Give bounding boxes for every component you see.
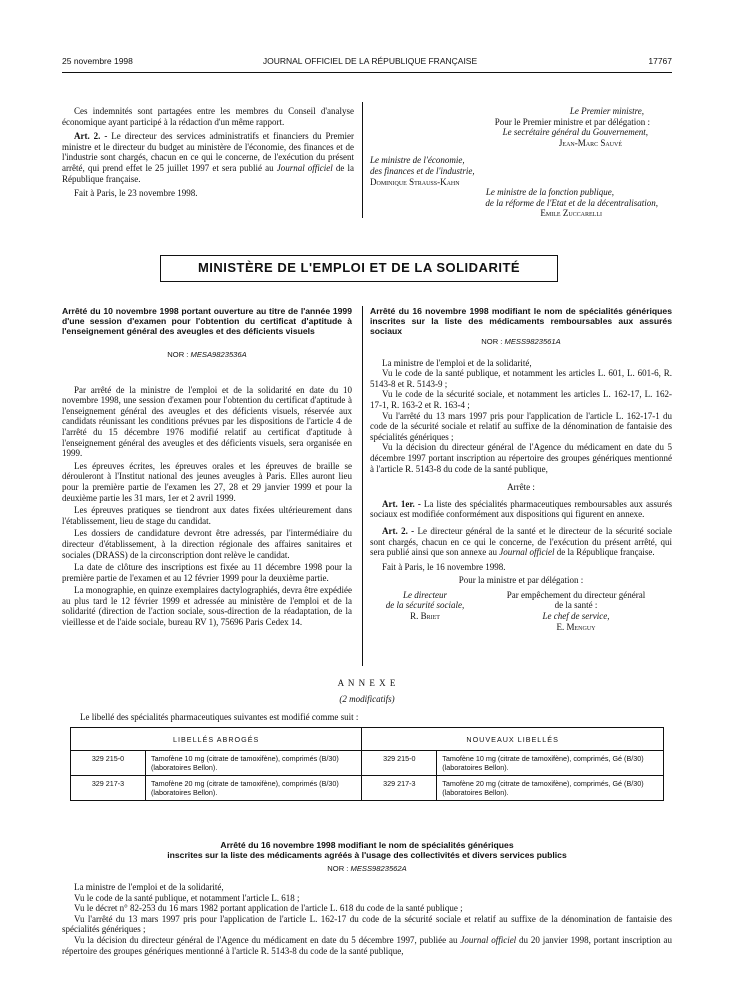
delegation-line: Pour la ministre et par délégation : (458, 575, 584, 586)
paragraph: Les épreuves écrites, les épreuves orales et les épreuves de braille se dérouleront à l'Institut national des jeunes aveugles à Paris. Elles auront lieu pour la première partie de l'examen les 27, 28 et 29 janvier 1999 et pour la deuxième partie les 31 mars, 1er et 2 avril 1999. (62, 460, 352, 503)
signatory-title: Le directeur (403, 589, 447, 600)
article-label: Art. 2. - (382, 525, 415, 536)
label-old: Tamofène 10 mg (citrate de tamoxifène), comprimés (B/30) (laboratoires Bellon). (146, 751, 362, 776)
label-old: Tamofène 20 mg (citrate de tamoxifène), comprimés (B/30) (laboratoires Bellon). (146, 776, 362, 801)
cip-code-old: 329 215-0 (71, 751, 146, 776)
nor-reference (370, 337, 672, 348)
header-page-number: 17767 (648, 56, 672, 66)
table-row (71, 776, 664, 801)
nor-code: MESS9823561A (504, 337, 561, 346)
signatory-title: Le secrétaire général du Gouvernement, (502, 127, 648, 138)
left-article (62, 306, 352, 628)
annexe-title: A N N E X E (337, 678, 397, 688)
signatory-name: E. Menguy (556, 621, 596, 632)
label-new: Tamofène 10 mg (citrate de tamoxifène), comprimés, Gé (B/30) (laboratoires Bellon). (437, 751, 664, 776)
cip-code-old: 329 217-3 (71, 776, 146, 801)
nor-reference (62, 864, 672, 875)
nor-reference (62, 350, 352, 361)
nor-code: MESS9823562A (350, 864, 407, 873)
nor-label: NOR : (167, 350, 189, 359)
column-divider (362, 102, 363, 218)
article-1-paragraph (370, 499, 672, 520)
signatory-title: de la santé : (554, 600, 598, 611)
article-label: Art. 1er. - (382, 498, 421, 509)
table-row (71, 751, 664, 776)
article-body (62, 385, 352, 628)
column-header-old: LIBELLÉS ABROGÉS (71, 728, 362, 751)
article-title (62, 840, 672, 860)
header-date: 25 novembre 1998 (62, 56, 133, 66)
paragraph: La date de clôture des inscriptions est fixée au 11 décembre 1998 pour la première partie de l'examen et au 12 février 1999 pour la deuxième partie. (62, 562, 352, 583)
visas (370, 358, 672, 475)
visa-line: La ministre de l'emploi et de la solidarité, (382, 357, 532, 368)
paragraph: Par arrêté de la ministre de l'emploi et de la solidarité en date du 10 novembre 1998, une session d'examen pour l'obtention du certificat d'aptitude à l'enseignement général des aveugles et des déficients visuels, réservée aux candidats réunissant les conditions prévues par les dispositions de l'article 4 de l'arrêté du 15 décembre 1976 modifié relatif au certificat d'aptitude à l'enseignement général des aveugles et des déficients visuels, sera organisée en 1999. (62, 384, 352, 459)
top-left-column (62, 106, 354, 199)
visa-line: Vu l'arrêté du 13 mars 1997 pris pour l'application de l'article L. 162-17-1 du code de la sécurité sociale et relatif au suffixe de la dénomination de fantaisie des spécialités génériques ; (370, 410, 672, 442)
paragraph: Ces indemnités sont partagées entre les membres du Conseil d'analyse économique ayant participé à la rédaction d'un même rapport. (62, 106, 354, 127)
article-label: Art. 2. - (74, 131, 108, 142)
annexe-table (70, 727, 664, 801)
paragraph: Les dossiers de candidature devront être adressés, par l'intermédiaire du directeur d'établissement, à la direction régionale des affaires sanitaires et sociales (DRASS) de la circonscription dont relève le candidat. (62, 528, 352, 560)
delegation-line: Pour le Premier ministre et par délégation : (494, 116, 650, 127)
article-title: Arrêté du 10 novembre 1998 portant ouverture au titre de l'année 1999 d'une session d'examen pour l'obtention du certificat d'aptitude à l'enseignement général des aveugles et des déficients visuels (62, 306, 352, 336)
header-rule (62, 72, 672, 73)
journal-reference: Journal officiel (499, 547, 555, 558)
article-text: Le directeur général de la santé et le directeur de la sécurité sociale sont chargés, chacun en ce qui le concerne, de l'exécution du présent arrêté, qui sera publié ainsi que son annexe au (370, 525, 672, 558)
fait-a-paris: Fait à Paris, le 16 novembre 1998. (382, 561, 506, 572)
paragraph: La monographie, en quinze exemplaires dactylographiés, devra être expédiée au plus tard le 12 février 1999 et adressée au ministère de l'emploi et de la solidarité (direction de l'action sociale, sous-direction de la réadaptation, de la vieillesse et de l'aide sociale, bureau RV 1), 75696 Paris Cedex 14. (62, 585, 352, 628)
signatory-title: Le ministre de la fonction publique, (485, 187, 614, 198)
visa-line: La ministre de l'emploi et de la solidarité, (74, 882, 224, 892)
journal-reference: Journal officiel (276, 162, 333, 173)
table-header-row (71, 728, 664, 751)
signatory-title: Le ministre de l'économie, (370, 155, 465, 166)
annexe-intro: Le libellé des spécialités pharmaceutiques suivantes est modifié comme suit : (80, 712, 359, 722)
visa-line: Vu l'arrêté du 13 mars 1997 pris pour l'application de l'article L. 162-17 du code de la sécurité sociale et relatif au suffixe de la dénomination de fantaisie des spécialités génériques ; (62, 913, 672, 935)
header-journal-title: JOURNAL OFFICIEL DE LA RÉPUBLIQUE FRANÇAISE (262, 56, 478, 66)
visa-text: Vu la décision du directeur général de l'Agence du médicament en date du 5 décembre 1997, publiée au (74, 934, 461, 945)
visa-line (62, 935, 672, 956)
nor-label: NOR : (481, 337, 503, 346)
signatory-title: des finances et de l'industrie, (370, 165, 475, 176)
visa-text-end: du 20 janvier 1998, portant inscription au répertoire des groupes génériques mentionné à l'article R. 5143-8 du code de la santé publique, (62, 934, 672, 956)
article-title-line: Arrêté du 16 novembre 1998 modifiant le nom de spécialités génériques (220, 840, 514, 850)
signatory-title: Par empêchement du directeur général (506, 589, 646, 600)
fait-a-paris: Fait à Paris, le 23 novembre 1998. (74, 188, 198, 199)
bottom-article-body (62, 882, 672, 956)
paragraph: Les épreuves pratiques se tiendront aux dates fixées ultérieurement dans l'établissement, lieu de stage du candidat. (62, 505, 352, 526)
article-text-end: de la République française. (554, 547, 655, 558)
visa-line: Vu la décision du directeur général de l'Agence du médicament en date du 5 décembre 1997 portant inscription au répertoire des groupes génériques mentionné à l'article R. 5143-8 du code de la santé publique, (370, 442, 672, 474)
signatory-title: de la sécurité sociale, (385, 600, 465, 611)
signature-left (370, 590, 480, 632)
signatory-title: Le chef de service, (542, 611, 610, 622)
top-right-signatures (370, 106, 672, 219)
annexe-subtitle: (2 modificatifs) (339, 694, 395, 704)
signatory-name: Dominique Strauss-Kahn (370, 176, 460, 187)
article-text: La liste des spécialités pharmaceutiques remboursables aux assurés sociaux est modifiée conformément aux dispositions qui figurent en annexe. (370, 498, 673, 520)
visa-line: Vu le code de la sécurité sociale, et notamment les articles L. 162-17, L. 162-17-1, R. 163-2 et R. 163-4 ; (370, 389, 672, 410)
signatory-name: Jean-Marc Sauvé (558, 137, 622, 148)
article-text: Le directeur des services administratifs et financiers du Premier ministre et le directeur du budget au ministère de l'économie, des finances et de l'industrie sont chargés, chacun en ce qui le concerne, de l'exécution du présent arrêté, qui prend effet le 25 juillet 1997 et sera publié au (62, 131, 354, 173)
journal-reference: Journal officiel (460, 934, 517, 945)
arrete-heading: Arrête : (507, 482, 535, 493)
signatory-title: Le Premier ministre, (569, 106, 644, 116)
ministry-banner: MINISTÈRE DE L'EMPLOI ET DE LA SOLIDARITÉ (160, 255, 558, 282)
column-divider (362, 306, 363, 666)
visa-line: Vu le décret n° 82-253 du 16 mars 1982 portant application de l'article L. 618 du code de la santé publique ; (74, 903, 463, 914)
article-title-line: inscrites sur la liste des médicaments agréés à l'usage des collectivités et divers services publics (167, 850, 567, 860)
cip-code-new: 329 217-3 (362, 776, 437, 801)
article-2-paragraph (370, 526, 672, 558)
nor-label: NOR : (327, 864, 349, 873)
signature-block (370, 590, 672, 632)
label-new: Tamofène 20 mg (citrate de tamoxifène), comprimés, Gé (B/30) (laboratoires Bellon). (437, 776, 664, 801)
signatory-name: R. Briet (410, 611, 440, 622)
article-text-end: de la République française. (62, 162, 354, 184)
cip-code-new: 329 215-0 (362, 751, 437, 776)
article-2-paragraph (62, 131, 354, 184)
column-header-new: NOUVEAUX LIBELLÉS (362, 728, 664, 751)
nor-code: MESA9823536A (190, 350, 247, 359)
signatory-name: Emile Zuccarelli (540, 208, 602, 219)
signatory-title: de la réforme de l'Etat et de la décentralisation, (485, 197, 658, 208)
right-article (370, 306, 672, 632)
article-title: Arrêté du 16 novembre 1998 modifiant le nom de spécialités génériques inscrites sur la liste des médicaments remboursables aux assurés sociaux (370, 306, 672, 336)
visa-line: Vu le code de la santé publique, et notamment l'article L. 618 ; (74, 892, 300, 903)
signature-right (480, 590, 672, 632)
visa-line: Vu le code de la santé publique, et notamment les articles L. 601, L. 601-6, R. 5143-8 et R. 5143-9 ; (370, 368, 672, 389)
